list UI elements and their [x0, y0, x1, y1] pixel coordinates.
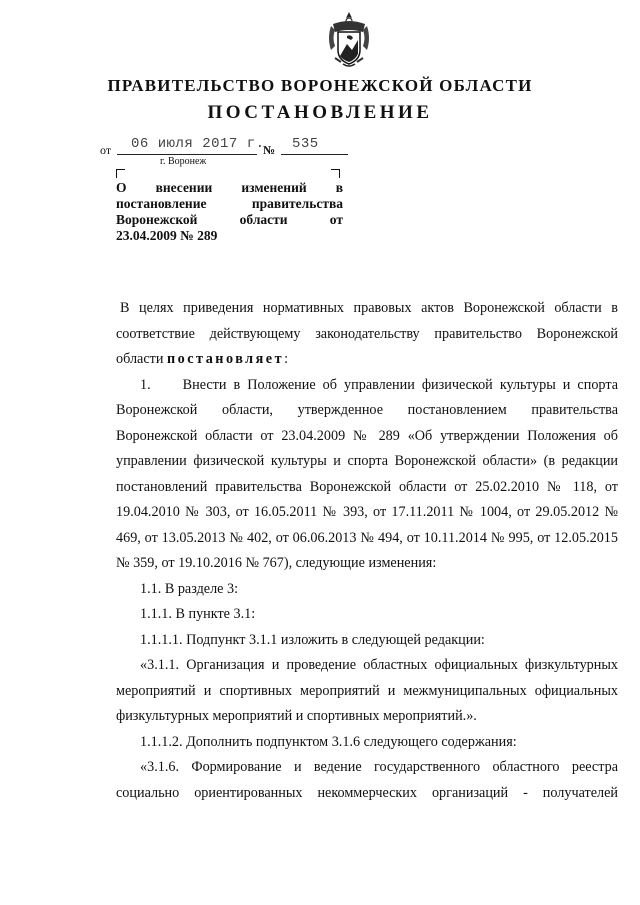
subject-word: в [335, 180, 343, 195]
item-1-number: 1. [140, 376, 151, 393]
intro-paragraph [116, 296, 618, 373]
subject-word: О [116, 180, 127, 195]
quoted-3-1-1: «3.1.1. Организация и проведение областных официальных физкультурных мероприятий и спортивных мероприятий и межмуниципальных официальных физкультурных мероприятий и спортивных мероприятий.». [116, 657, 618, 724]
section-1-1: 1.1. В разделе 3: [140, 580, 239, 597]
subject-line [116, 196, 343, 212]
subject-word: постановление [116, 196, 207, 211]
date-prefix: от [100, 143, 112, 157]
bracket-top-right [331, 169, 340, 178]
subject-word: внесении [155, 180, 213, 195]
subsection-1-1-1-2: 1.1.1.2. Дополнить подпунктом 3.1.6 следующего содержания: [140, 733, 517, 750]
document-body [116, 296, 618, 806]
subject-word: правительства [251, 196, 343, 211]
subject-word: Воронежской [116, 212, 198, 227]
quoted-3-1-6: «3.1.6. Формирование и ведение государственного областного реестра социально ориентированных некоммерческих организаций - получателей [116, 759, 618, 801]
subject-word: 23.04.2009 № 289 [116, 228, 218, 243]
bracket-top-left [116, 169, 125, 178]
resolves-keyword: постановляет [166, 351, 285, 367]
subject-word: области [239, 212, 288, 227]
intro-text: В целях приведения нормативных правовых актов Воронежской области в соответствие действующему законодательству правительство Воронежской области [116, 300, 618, 367]
item-1-text: Внести в Положение об управлении физической культуры и спорта Воронежской области, утвержденное постановлением правительства Воронежской области от 23.04.2009 № 289 «Об утверждении Положения об управлении физической культуры и спорта Воронежской области» (в редакции постановлений правительства Воронежской области от 25.02.2010 № 118, от 19.04.2010 № 303, от 16.05.2011 № 393, от 17.11.2011 № 1004, от 29.05.2012 № 469, от 13.05.2013 № 402, от 06.06.2013 № 494, от 10.11.2014 № 995, от 12.05.2015 № 359, от 19.10.2016 № 767), следующие изменения: [116, 376, 618, 571]
subsection-1-1-1-1: 1.1.1.1. Подпункт 3.1.1 изложить в следующей редакции: [140, 631, 485, 648]
subject-word: от [329, 212, 343, 227]
document-date: 06 июля 2017 г. [131, 136, 265, 152]
organization-title: ПРАВИТЕЛЬСТВО ВОРОНЕЖСКОЙ ОБЛАСТИ [107, 76, 533, 95]
number-prefix: № [263, 143, 276, 157]
document-type-title: ПОСТАНОВЛЕНИЕ [207, 102, 433, 123]
subject-line [116, 212, 343, 228]
coat-of-arms-icon [325, 10, 373, 70]
city-label: г. Воронеж [160, 156, 207, 167]
subject-word: изменений [241, 180, 307, 195]
subsection-1-1-1: 1.1.1. В пункте 3.1: [140, 606, 256, 622]
document-number: 535 [292, 136, 319, 152]
document-subject [116, 180, 343, 244]
subject-line [116, 180, 343, 196]
resolves-colon: : [284, 351, 289, 367]
subject-line [116, 228, 343, 244]
item-1-paragraph [116, 373, 618, 577]
